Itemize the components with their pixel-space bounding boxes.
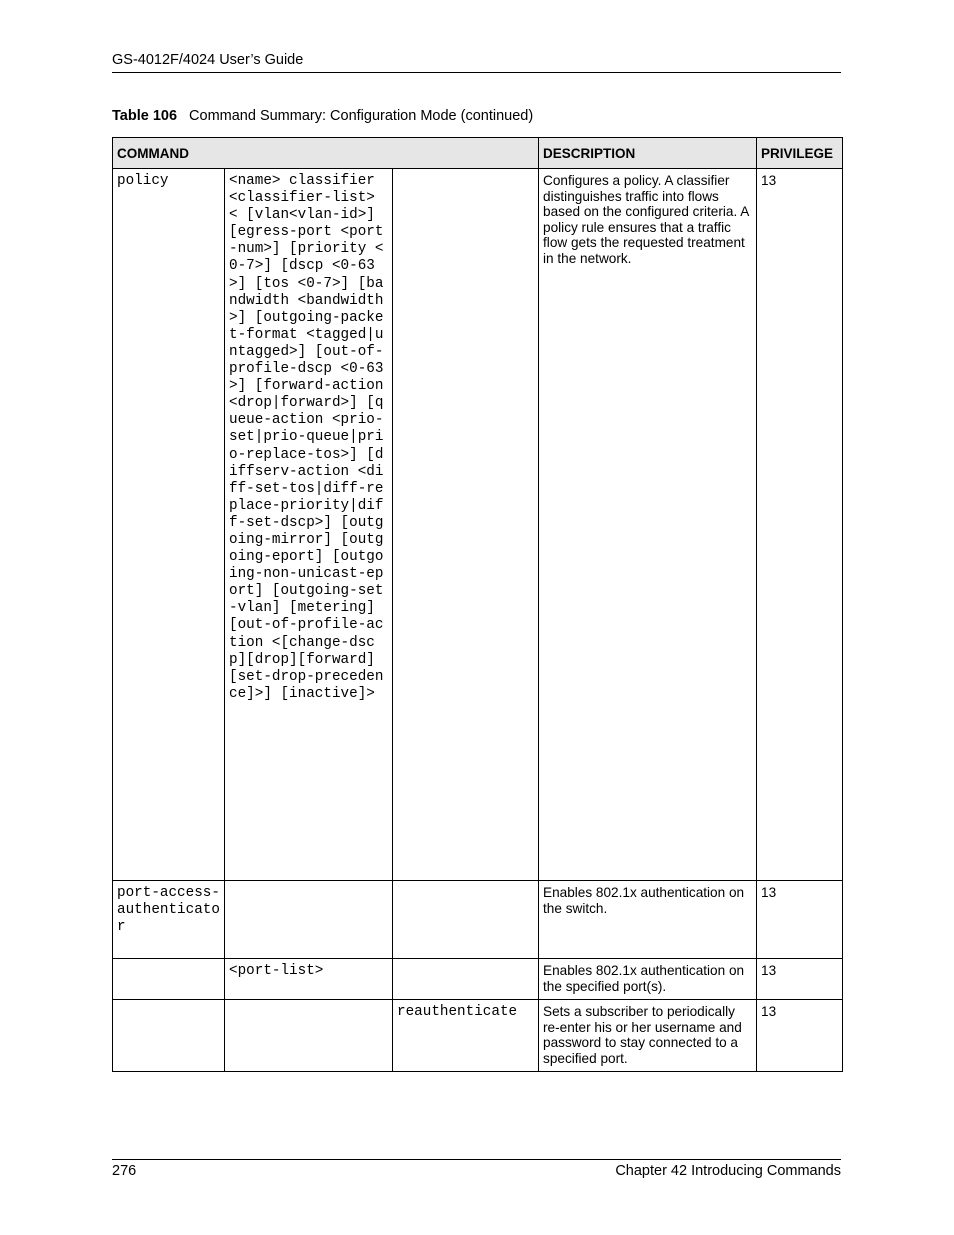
argument-cell: <name> classifier <classifier-list> < [vlan<vlan-id>] [egress-port <port-num>] [priority <0-7>] [dscp <0-63>] [tos <0-7>] [bandwidth <bandwidth>] [outgoing-packet-format <tagged|untagged>] [out-of-profile-dscp <0-63>] [forward-action <drop|forward>] [queue-action <prio-set|prio-queue|prio-replace-tos>] [diffserv-action <diff-set-tos|diff-replace-priority|diff-set-dscp>] [outgoing-mirror] [outgoing-eport] [outgoing-non-unicast-eport] [outgoing-set-vlan] [metering] [out-of-profile-action <[change-dscp][drop][forward] [set-drop-precedence]>] [inactive]>: [225, 169, 393, 881]
subcommand-cell: [393, 881, 539, 959]
description-cell: Sets a subscriber to periodically re-enter his or her username and password to stay connected to a specified port.: [539, 1000, 757, 1072]
privilege-cell: 13: [757, 1000, 843, 1072]
subcommand-cell: [393, 169, 539, 881]
command-cell: [113, 959, 225, 1000]
table-caption: [112, 108, 533, 124]
running-header: [112, 52, 841, 73]
privilege-cell: 13: [757, 959, 843, 1000]
chapter-title: Chapter 42 Introducing Commands: [615, 1163, 841, 1179]
header-command: COMMAND: [113, 138, 539, 169]
description-cell: Enables 802.1x authentication on the switch.: [539, 881, 757, 959]
command-cell: port-access-authenticator: [113, 881, 225, 959]
subcommand-cell: reauthenticate: [393, 1000, 539, 1072]
table-row: [113, 959, 843, 1000]
privilege-cell: 13: [757, 881, 843, 959]
command-cell: policy: [113, 169, 225, 881]
guide-title: GS-4012F/4024 User’s Guide: [112, 52, 304, 68]
running-footer: [112, 1159, 841, 1179]
table-row: [113, 881, 843, 959]
command-cell: [113, 1000, 225, 1072]
argument-cell: <port-list>: [225, 959, 393, 1000]
header-privilege: PRIVILEGE: [757, 138, 843, 169]
table-row: [113, 169, 843, 881]
privilege-cell: 13: [757, 169, 843, 881]
argument-cell: [225, 1000, 393, 1072]
table-row: [113, 1000, 843, 1072]
description-cell: Enables 802.1x authentication on the specified port(s).: [539, 959, 757, 1000]
subcommand-cell: [393, 959, 539, 1000]
header-description: DESCRIPTION: [539, 138, 757, 169]
page-number: 276: [112, 1163, 137, 1179]
argument-cell: [225, 881, 393, 959]
command-summary-table: [112, 137, 843, 1072]
table-header-row: [113, 138, 843, 169]
description-cell: Configures a policy. A classifier distinguishes traffic into flows based on the configured criteria. A policy rule ensures that a traffic flow gets the requested treatment in the network.: [539, 169, 757, 881]
table-number: Table 106: [112, 108, 178, 124]
table-title: Command Summary: Configuration Mode (continued): [189, 108, 534, 124]
